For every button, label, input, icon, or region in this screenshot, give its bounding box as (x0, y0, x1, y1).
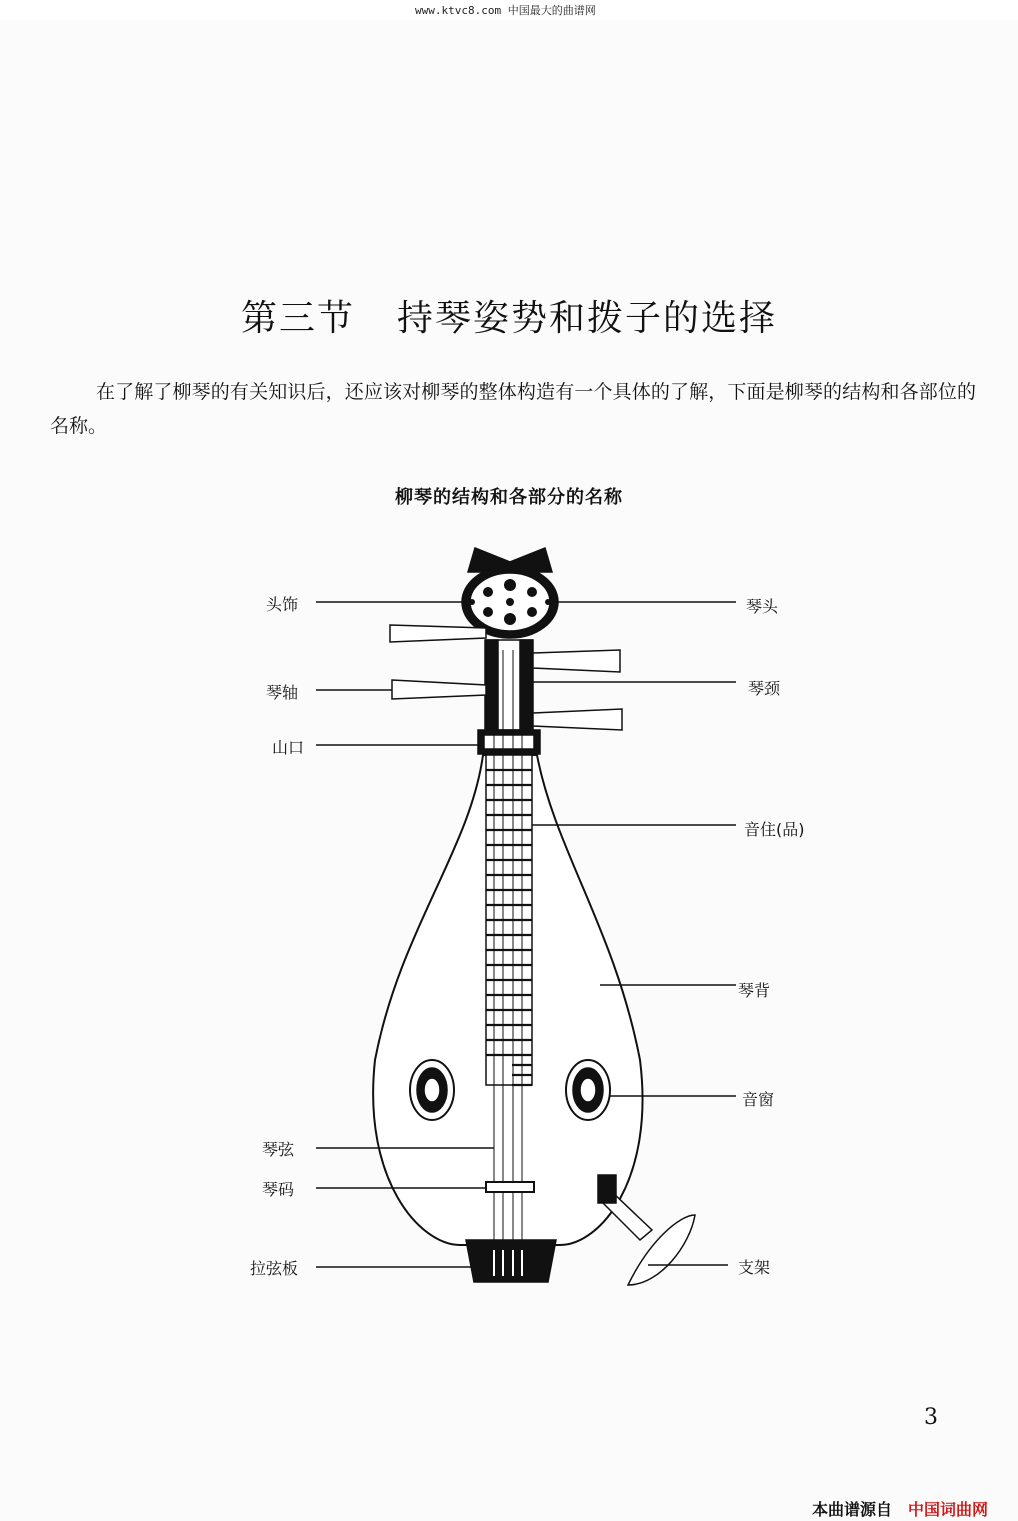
footer-credit (812, 1497, 988, 1520)
label-string: 琴弦 (262, 1140, 295, 1159)
intro-paragraph: 在了解了柳琴的有关知识后，还应该对柳琴的整体构造有一个具体的了解，下面是柳琴的结构和各部位的名称。 (50, 381, 976, 437)
label-sound-window: 音窗 (742, 1090, 775, 1109)
page-number: 3 (924, 1405, 938, 1430)
label-nut: 山口 (272, 738, 305, 757)
label-head: 琴头 (746, 597, 779, 616)
footer-source-label: 本曲谱源自 (812, 1500, 893, 1519)
label-back: 琴背 (738, 981, 771, 1000)
bridge (486, 1182, 534, 1192)
label-stand: 支架 (738, 1258, 771, 1277)
label-head-ornament: 头饰 (266, 595, 299, 614)
section-number: 第三节 (240, 298, 355, 339)
section-title: 持琴姿势和拨子的选择 (397, 298, 778, 339)
label-neck: 琴颈 (748, 679, 781, 698)
tailpiece (466, 1240, 556, 1282)
tuning-peg-right-low (533, 709, 622, 730)
tuning-peg-right-top (533, 650, 620, 672)
figure-title: 柳琴的结构和各部分的名称 (395, 487, 623, 508)
label-tailpiece: 拉弦板 (250, 1259, 299, 1278)
label-bridge: 琴码 (262, 1180, 295, 1199)
tuning-peg-left-mid (392, 680, 486, 699)
footer-site-name: 中国词曲网 (908, 1500, 989, 1519)
label-tuning-peg: 琴轴 (266, 683, 299, 702)
label-fret: 音住(品) (744, 820, 805, 839)
tuning-peg-left-top (390, 625, 486, 642)
source-header: www.ktvc8.com 中国最大的曲谱网 (415, 4, 596, 17)
